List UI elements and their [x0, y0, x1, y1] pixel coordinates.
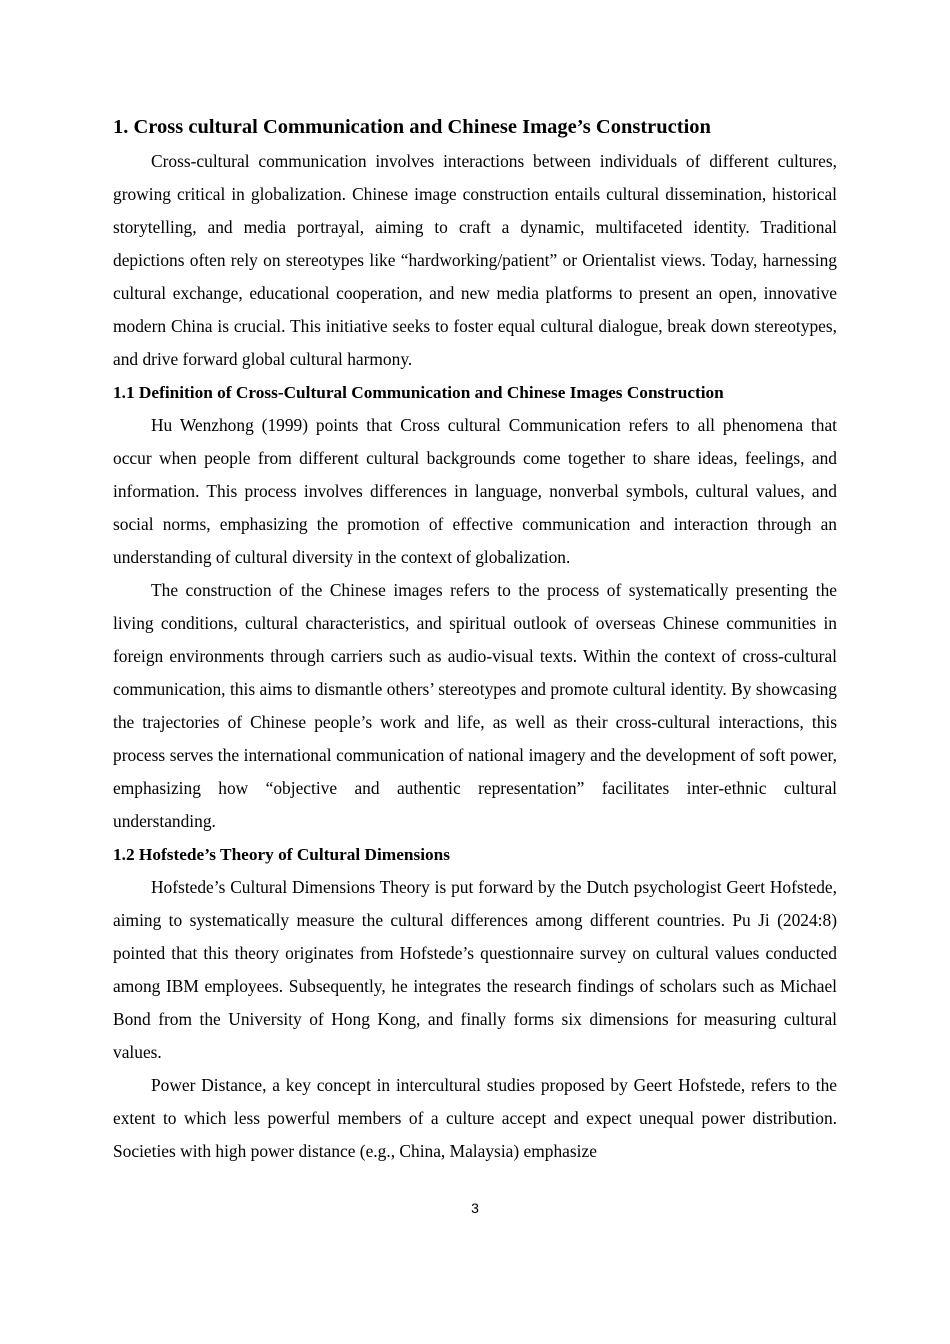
intro-paragraph: Cross-cultural communication involves interactions between individuals of different cultures, growing critical in globalization. Chinese image construction entails cultural dissemination, historical storytelling, and media portrayal, aiming to craft a dynamic, multifaceted identity. Traditional depictions often rely on stereotypes like “hardworking/patient” or Orientalist views. Today, harnessing cultural exchange, educational cooperation, and new media platforms to present an open, innovative modern China is crucial. This initiative seeks to foster equal cultural dialogue, break down stereotypes, and drive forward global cultural harmony. — [113, 151, 837, 369]
definition-paragraph-communication: Hu Wenzhong (1999) points that Cross cultural Communication refers to all phenomena that occur when people from different cultural backgrounds come together to share ideas, feelings, and information. This process involves differences in language, nonverbal symbols, cultural values, and social norms, emphasizing the promotion of effective communication and interaction through an understanding of cultural diversity in the context of globalization. — [113, 415, 837, 567]
definition-paragraph-image-construction: The construction of the Chinese images refers to the process of systematically presenting the living conditions, cultural characteristics, and spiritual outlook of overseas Chinese communities in foreign environments through carriers such as audio-visual texts. Within the context of cross-cultural communication, this aims to dismantle others’ stereotypes and promote cultural identity. By showcasing the trajectories of Chinese people’s work and life, as well as their cross-cultural interactions, this process serves the international communication of national imagery and the development of soft power, emphasizing how “objective and authentic representation” facilitates inter-ethnic cultural understanding. — [113, 580, 837, 831]
hofstede-paragraph-power-distance: Power Distance, a key concept in intercultural studies proposed by Geert Hofstede, refers to the extent to which less powerful members of a culture accept and expect unequal power distribution. Societies with high power distance (e.g., China, Malaysia) emphasize — [113, 1075, 837, 1161]
hofstede-paragraph-theory: Hofstede’s Cultural Dimensions Theory is put forward by the Dutch psychologist Geert Hofstede, aiming to systematically measure the cultural differences among different countries. Pu Ji (2024:8) pointed that this theory originates from Hofstede’s questionnaire survey on cultural values conducted among IBM employees. Subsequently, he integrates the research findings of scholars such as Michael Bond from the University of Hong Kong, and finally forms six dimensions for measuring cultural values. — [113, 877, 837, 1062]
subsection-heading-definition: 1.1 Definition of Cross-Cultural Communication and Chinese Images Construction — [113, 383, 724, 402]
page-number: 3 — [471, 1200, 479, 1216]
subsection-heading-hofstede: 1.2 Hofstede’s Theory of Cultural Dimensions — [113, 845, 450, 864]
section-heading: 1. Cross cultural Communication and Chinese Image’s Construction — [113, 116, 711, 138]
document-page — [113, 112, 837, 1168]
